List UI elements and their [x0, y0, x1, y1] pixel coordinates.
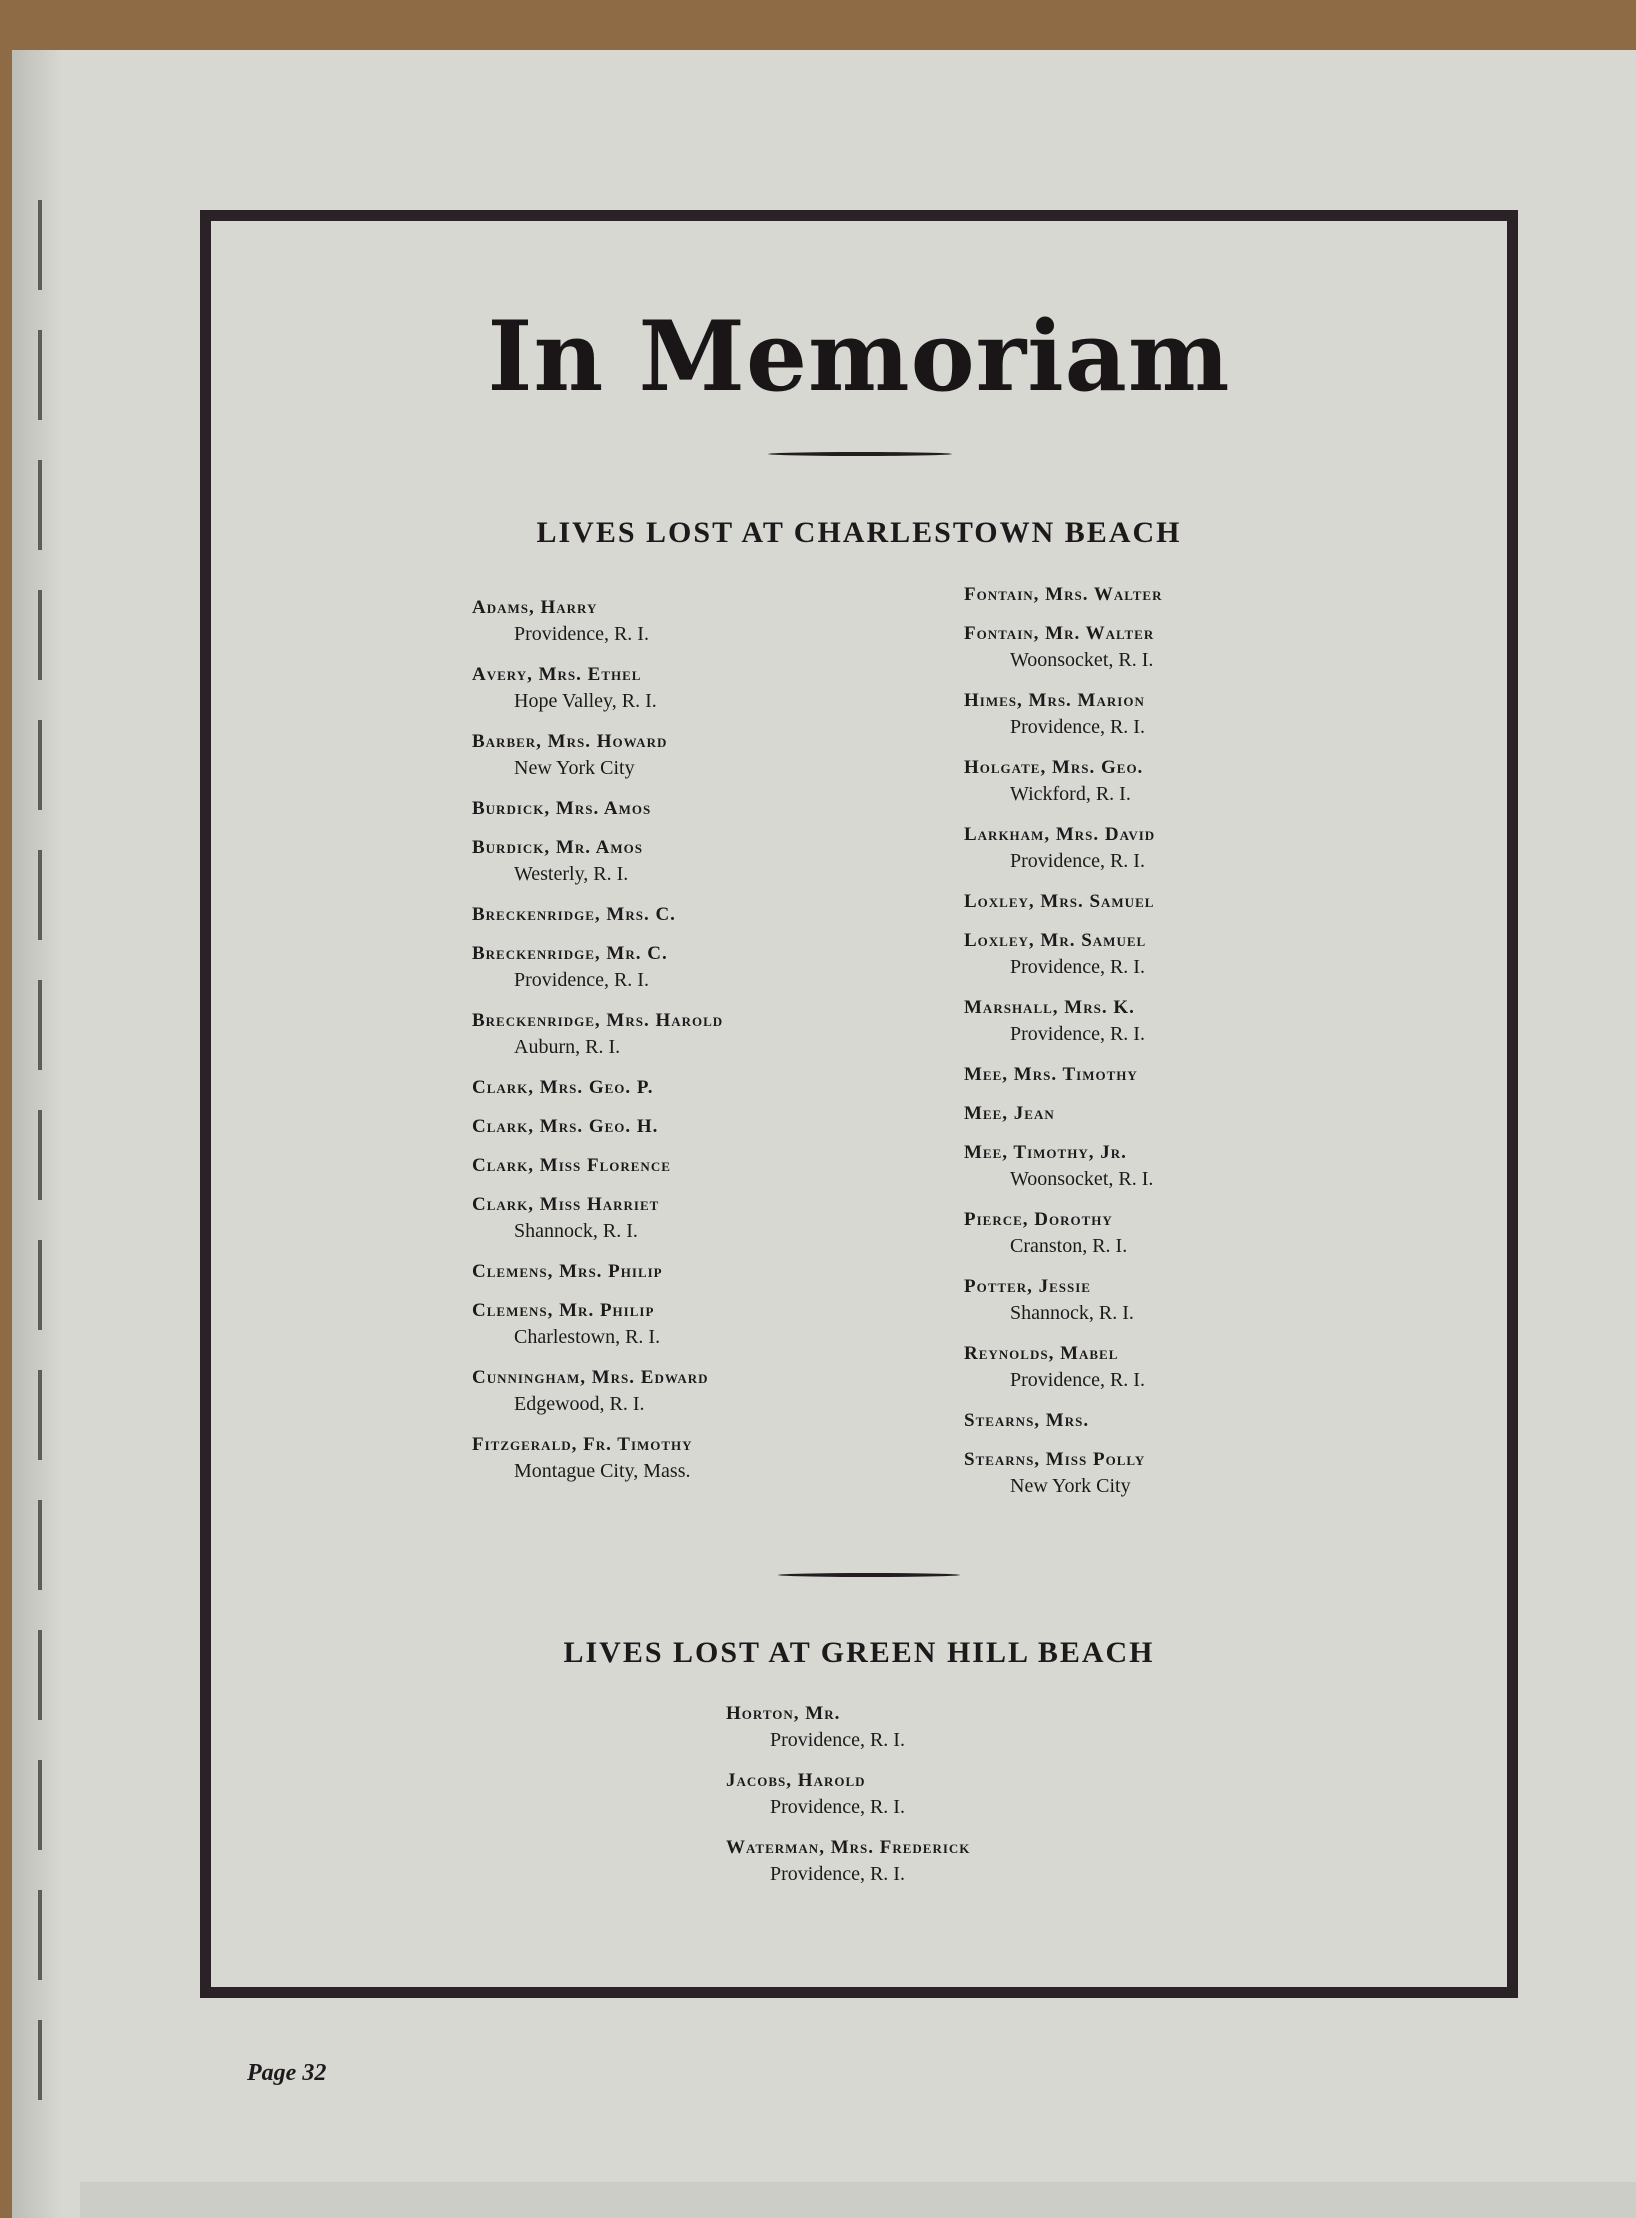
entry-name: Waterman, Mrs. Frederick: [726, 1837, 971, 1858]
list-item: [964, 929, 1364, 981]
entry-name: Horton, Mr.: [726, 1703, 841, 1724]
entry-place: Shannock, R. I.: [1010, 1302, 1134, 1324]
list-item: [964, 1141, 1364, 1193]
entry-name: Reynolds, Mabel: [964, 1343, 1119, 1364]
list-item: [964, 1208, 1364, 1260]
list-item: [472, 1154, 872, 1178]
list-item: [472, 1299, 872, 1351]
charlestown-heading: LIVES LOST AT CHARLESTOWN BEACH: [536, 516, 1182, 549]
entry-place: Providence, R. I.: [770, 1729, 905, 1751]
entry-name: Loxley, Mr. Samuel: [964, 930, 1147, 951]
list-item: [964, 1102, 1364, 1126]
page-bottom-shadow: [80, 2182, 1636, 2218]
entry-name: Mee, Timothy, Jr.: [964, 1142, 1127, 1163]
list-item: [964, 583, 1364, 607]
entry-place: Providence, R. I.: [514, 623, 649, 645]
entry-place: Auburn, R. I.: [514, 1036, 621, 1058]
entry-place: Woonsocket, R. I.: [1010, 649, 1154, 671]
entry-place: Hope Valley, R. I.: [514, 690, 657, 712]
list-item: [472, 1260, 872, 1284]
greenhill-heading: LIVES LOST AT GREEN HILL BEACH: [563, 1636, 1155, 1669]
list-item: [726, 1769, 1126, 1821]
entry-place: Providence, R. I.: [514, 969, 649, 991]
list-item: [472, 730, 872, 782]
list-item: [964, 890, 1364, 914]
list-item: [472, 1366, 872, 1418]
entry-name: Clark, Miss Florence: [472, 1155, 671, 1176]
list-item: [964, 1448, 1364, 1500]
entry-name: Clark, Miss Harriet: [472, 1194, 660, 1215]
list-item: [964, 622, 1364, 674]
entry-name: Adams, Harry: [472, 597, 598, 618]
entry-name: Marshall, Mrs. K.: [964, 997, 1135, 1018]
entry-name: Barber, Mrs. Howard: [472, 731, 668, 752]
list-item: [964, 1275, 1364, 1327]
list-item: [472, 797, 872, 821]
list-item: [472, 1433, 872, 1485]
entry-place: Providence, R. I.: [1010, 716, 1145, 738]
entry-place: Providence, R. I.: [1010, 956, 1145, 978]
entry-place: Providence, R. I.: [1010, 1369, 1145, 1391]
page-binding-edge: [12, 50, 62, 2218]
list-item: [726, 1836, 1126, 1888]
entry-name: Holgate, Mrs. Geo.: [964, 757, 1144, 778]
entry-place: Providence, R. I.: [1010, 1023, 1145, 1045]
list-item: [472, 1076, 872, 1100]
list-item: [964, 823, 1364, 875]
entry-place: Charlestown, R. I.: [514, 1326, 661, 1348]
entry-name: Loxley, Mrs. Samuel: [964, 891, 1155, 912]
list-item: [472, 903, 872, 927]
entry-name: Breckenridge, Mrs. Harold: [472, 1010, 724, 1031]
entry-name: Clark, Mrs. Geo. H.: [472, 1116, 659, 1137]
entry-name: Stearns, Miss Polly: [964, 1449, 1146, 1470]
list-item: [472, 1193, 872, 1245]
list-item: [472, 596, 872, 648]
entry-place: Westerly, R. I.: [514, 863, 629, 885]
entry-place: Woonsocket, R. I.: [1010, 1168, 1154, 1190]
list-item: [964, 1409, 1364, 1433]
entry-name: Himes, Mrs. Marion: [964, 690, 1145, 711]
greenhill-column: [726, 1702, 1126, 1903]
page-number: Page 32: [247, 2060, 327, 2086]
entry-name: Fontain, Mr. Walter: [964, 623, 1155, 644]
entry-place: Wickford, R. I.: [1010, 783, 1131, 805]
list-item: [472, 1009, 872, 1061]
entry-name: Avery, Mrs. Ethel: [472, 664, 642, 685]
entry-place: Edgewood, R. I.: [514, 1393, 645, 1415]
entry-place: Providence, R. I.: [1010, 850, 1145, 872]
entry-place: Providence, R. I.: [770, 1863, 905, 1885]
list-item: [726, 1702, 1126, 1754]
list-item: [964, 996, 1364, 1048]
entry-name: Fitzgerald, Fr. Timothy: [472, 1434, 693, 1455]
list-item: [964, 756, 1364, 808]
entry-place: New York City: [514, 757, 635, 779]
charlestown-right-column: [964, 583, 1364, 1515]
entry-name: Stearns, Mrs.: [964, 1410, 1090, 1431]
entry-name: Jacobs, Harold: [726, 1770, 866, 1791]
entry-name: Breckenridge, Mr. C.: [472, 943, 668, 964]
entry-place: Cranston, R. I.: [1010, 1235, 1128, 1257]
entry-place: New York City: [1010, 1475, 1131, 1497]
entry-name: Breckenridge, Mrs. C.: [472, 904, 676, 925]
list-item: [472, 942, 872, 994]
list-item: [964, 1063, 1364, 1087]
entry-name: Larkham, Mrs. David: [964, 824, 1156, 845]
list-item: [472, 663, 872, 715]
entry-place: Montague City, Mass.: [514, 1460, 691, 1482]
entry-place: Shannock, R. I.: [514, 1220, 638, 1242]
entry-name: Mee, Jean: [964, 1103, 1055, 1124]
entry-name: Clemens, Mr. Philip: [472, 1300, 655, 1321]
list-item: [964, 1342, 1364, 1394]
entry-name: Burdick, Mrs. Amos: [472, 798, 652, 819]
entry-name: Potter, Jessie: [964, 1276, 1091, 1297]
entry-name: Clark, Mrs. Geo. P.: [472, 1077, 654, 1098]
entry-name: Cunningham, Mrs. Edward: [472, 1367, 709, 1388]
section-divider: [778, 1573, 960, 1577]
entry-name: Burdick, Mr. Amos: [472, 837, 644, 858]
title-divider: [768, 452, 952, 456]
entry-place: Providence, R. I.: [770, 1796, 905, 1818]
charlestown-left-column: [472, 596, 872, 1500]
entry-name: Clemens, Mrs. Philip: [472, 1261, 663, 1282]
entry-name: Fontain, Mrs. Walter: [964, 584, 1163, 605]
list-item: [472, 836, 872, 888]
list-item: [472, 1115, 872, 1139]
entry-name: Pierce, Dorothy: [964, 1209, 1113, 1230]
list-item: [964, 689, 1364, 741]
page-title: In Memoriam: [487, 300, 1231, 413]
entry-name: Mee, Mrs. Timothy: [964, 1064, 1138, 1085]
